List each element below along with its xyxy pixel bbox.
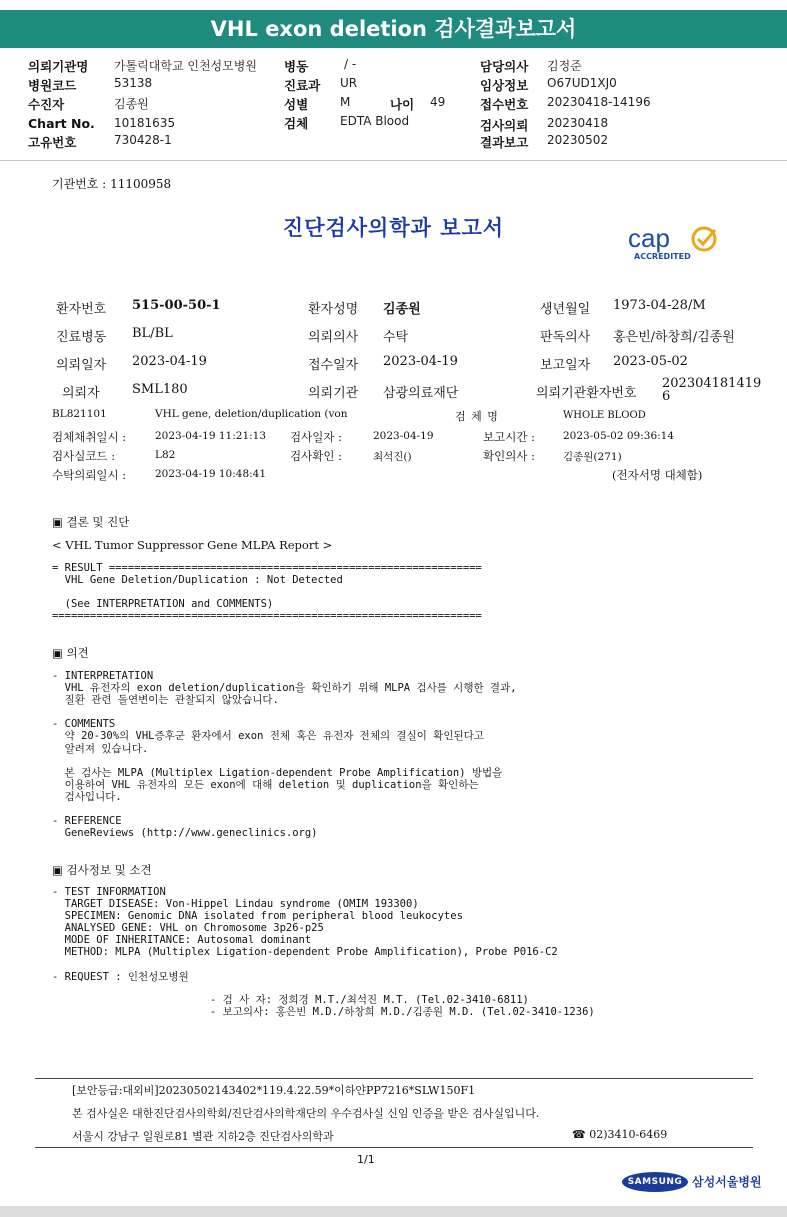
footer-divider-bottom bbox=[35, 1147, 753, 1148]
divider bbox=[0, 160, 787, 161]
meta-label: 검사일자 : bbox=[290, 430, 342, 444]
cap-accredited-logo bbox=[626, 219, 736, 267]
result-block: = RESULT =========================================================== VHL Gene Deletion/Duplication : Not Detected (See INTERPRETATION and COMMENTS) ==================================================================== bbox=[52, 562, 482, 623]
meta-label: 검사실코드 : bbox=[52, 449, 116, 463]
meta-value: L82 bbox=[155, 449, 176, 461]
meta-label: 검사확인 : bbox=[290, 449, 342, 463]
header-value: EDTA Blood bbox=[340, 114, 410, 128]
org-number bbox=[52, 175, 171, 192]
header-value: 10181635 bbox=[114, 116, 176, 130]
header-label: 수진자 bbox=[28, 97, 65, 112]
meta-value: 2023-04-19 11:21:13 bbox=[155, 430, 267, 442]
patient-value: 홍은빈/하창희/김종원 bbox=[613, 330, 735, 345]
signers-block: - 검 사 자: 정희경 M.T./최석진 M.T. (Tel.02-3410-6811) - 보고의사: 홍은빈 M.D./하창희 M.D./김종원 M.D. (Tel.02-3410-1236) bbox=[210, 994, 595, 1019]
header-value: 20230418 bbox=[547, 116, 609, 130]
patient-value: 2023-04-19 bbox=[132, 354, 207, 369]
security-line: [보안등급:대외비]20230502143402*119.4.22.59*이하얀PP7216*SLW150F1 bbox=[72, 1084, 476, 1097]
header-label: 나이 bbox=[390, 97, 415, 112]
certification-line: 본 검사실은 대한진단검사의학회/진단검사의학재단의 우수검사실 신임 인증을 받은 검사실입니다. bbox=[72, 1107, 540, 1120]
cap-accredited-text: ACCREDITED bbox=[634, 252, 691, 261]
specimen-value: WHOLE BLOOD bbox=[563, 410, 646, 421]
patient-label: 환자성명 bbox=[308, 302, 359, 317]
header-value: UR bbox=[340, 76, 358, 90]
header-label: 진료과 bbox=[284, 78, 321, 93]
patient-value: 1973-04-28/M bbox=[613, 298, 706, 313]
conclusion-header: ▣ 결론 및 진단 bbox=[52, 515, 130, 529]
footer-divider bbox=[35, 1078, 753, 1079]
page-number: 1/1 bbox=[357, 1153, 375, 1166]
header-value: 49 bbox=[430, 95, 446, 109]
header-value: 가톨릭대학교 인천성모병원 bbox=[114, 59, 257, 73]
patient-value: 2023-04-19 bbox=[383, 354, 458, 369]
header-value: 730428-1 bbox=[114, 133, 172, 147]
header-label: 접수번호 bbox=[480, 97, 529, 112]
org-value: 11100958 bbox=[110, 177, 172, 191]
header-label: 담당의사 bbox=[480, 59, 529, 74]
patient-value: 2023-05-02 bbox=[613, 354, 688, 369]
cap-logo-text: cap bbox=[628, 223, 670, 253]
header-value: 김종원 bbox=[114, 97, 149, 111]
meta-value: 최석진() bbox=[373, 451, 412, 463]
samsung-logo: SAMSUNG bbox=[622, 1172, 688, 1192]
meta-value: 2023-04-19 bbox=[373, 430, 434, 442]
patient-value: 515-00-50-1 bbox=[132, 298, 221, 313]
report-banner-title: VHL exon deletion 검사결과보고서 bbox=[0, 10, 787, 48]
header-label: 의뢰기관명 bbox=[28, 59, 89, 74]
header-label: 임상정보 bbox=[480, 78, 529, 93]
patient-label: 의뢰자 bbox=[62, 386, 100, 401]
meta-label: 보고시간 : bbox=[483, 430, 535, 444]
header-value: 20230502 bbox=[547, 133, 609, 147]
patient-value: 202304181419 bbox=[662, 376, 762, 391]
patient-value: BL/BL bbox=[132, 326, 173, 341]
bottom-bar bbox=[0, 1206, 787, 1217]
header-label: 검체 bbox=[284, 116, 309, 131]
org-label: 기관번호 : bbox=[52, 177, 107, 191]
specimen-label: 검 체 명 bbox=[455, 410, 499, 423]
header-value: 20230418-14196 bbox=[547, 95, 651, 109]
patient-label: 보고일자 bbox=[540, 358, 591, 373]
header-value: / - bbox=[344, 57, 357, 71]
report-name: < VHL Tumor Suppressor Gene MLPA Report > bbox=[52, 538, 333, 552]
patient-label: 환자번호 bbox=[56, 302, 107, 317]
meta-label: 검체채취일시 : bbox=[52, 430, 127, 444]
meta-value: 2023-05-02 09:36:14 bbox=[563, 430, 675, 442]
patient-label: 의뢰기관 bbox=[308, 386, 359, 401]
esign-note: (전자서명 대체함) bbox=[612, 468, 703, 482]
patient-value-cont: 6 bbox=[662, 389, 671, 404]
header-value: O67UD1XJ0 bbox=[547, 76, 617, 90]
patient-label: 접수일자 bbox=[308, 358, 359, 373]
test-name: VHL gene, deletion/duplication (von bbox=[155, 408, 348, 420]
header-value: 김정준 bbox=[547, 59, 582, 73]
header-label: Chart No. bbox=[28, 116, 95, 131]
header-label: 병동 bbox=[284, 59, 309, 74]
header-label: 성별 bbox=[284, 97, 309, 112]
patient-value: 김종원 bbox=[383, 302, 421, 317]
patient-label: 생년월일 bbox=[540, 302, 591, 317]
patient-label: 진료병동 bbox=[56, 330, 107, 345]
meta-value: 2023-04-19 10:48:41 bbox=[155, 468, 267, 480]
patient-label: 의뢰일자 bbox=[56, 358, 107, 373]
phone-line: ☎ 02)3410-6469 bbox=[572, 1128, 668, 1141]
header-label: 검사의뢰 bbox=[480, 118, 529, 133]
test-code: BL821101 bbox=[52, 408, 107, 420]
header-label: 고유번호 bbox=[28, 135, 77, 150]
meta-label: 확인의사 : bbox=[483, 449, 535, 463]
address-line: 서울시 강남구 일원로81 별관 지하2층 진단검사의학과 bbox=[72, 1130, 334, 1143]
patient-value: SML180 bbox=[132, 382, 188, 397]
header-value: 53138 bbox=[114, 76, 153, 90]
meta-value: 김종원(271) bbox=[563, 451, 622, 463]
info-block: - TEST INFORMATION TARGET DISEASE: Von-Hippel Lindau syndrome (OMIM 193300) SPECIMEN: Genomic DNA isolated from peripheral blood leukocytes ANALYSED GENE: VHL on Chromosome 3p26-p25 MODE OF INHERITANCE: Autosomal dominant METHOD: MLPA (Multiplex Ligation-dependent Probe Amplification), Probe P016-C2 - REQUEST : 인천성모병원 bbox=[52, 886, 558, 983]
opinion-block: - INTERPRETATION VHL 유전자의 exon deletion/duplication을 확인하기 위해 MLPA 검사를 시행한 결과, 질환 관련 돌연변이는 관찰되지 않았습니다. - COMMENTS 약 20-30%의 VHL증후군 환자에서 exon 전체 혹은 유전자 전체의 결실이 확인된다고 알려져 있습니다. 본 검사는 MLPA (Multiplex Ligation-dependent Probe Amplification) 방법을 이용하여 VHL 유전자의 모든 exon에 대해 deletion 및 duplication을 확인하는 검사입니다. - REFERENCE GeneReviews (http://www.geneclinics.org) bbox=[52, 670, 517, 840]
meta-label: 수탁의뢰일시 : bbox=[52, 468, 127, 482]
patient-label: 판독의사 bbox=[540, 330, 591, 345]
header-value: M bbox=[340, 95, 351, 109]
header-label: 병원코드 bbox=[28, 78, 77, 93]
patient-value: 수탁 bbox=[383, 330, 409, 345]
hospital-name: 삼성서울병원 bbox=[692, 1175, 762, 1189]
report-title: 진단검사의학과 보고서 bbox=[282, 215, 505, 240]
patient-label: 의뢰의사 bbox=[308, 330, 359, 345]
header-label: 결과보고 bbox=[480, 135, 529, 150]
info-header: ▣ 검사정보 및 소견 bbox=[52, 863, 152, 877]
opinion-header: ▣ 의견 bbox=[52, 646, 89, 660]
patient-label: 의뢰기관환자번호 bbox=[536, 386, 637, 401]
patient-value: 삼광의료재단 bbox=[383, 386, 459, 401]
